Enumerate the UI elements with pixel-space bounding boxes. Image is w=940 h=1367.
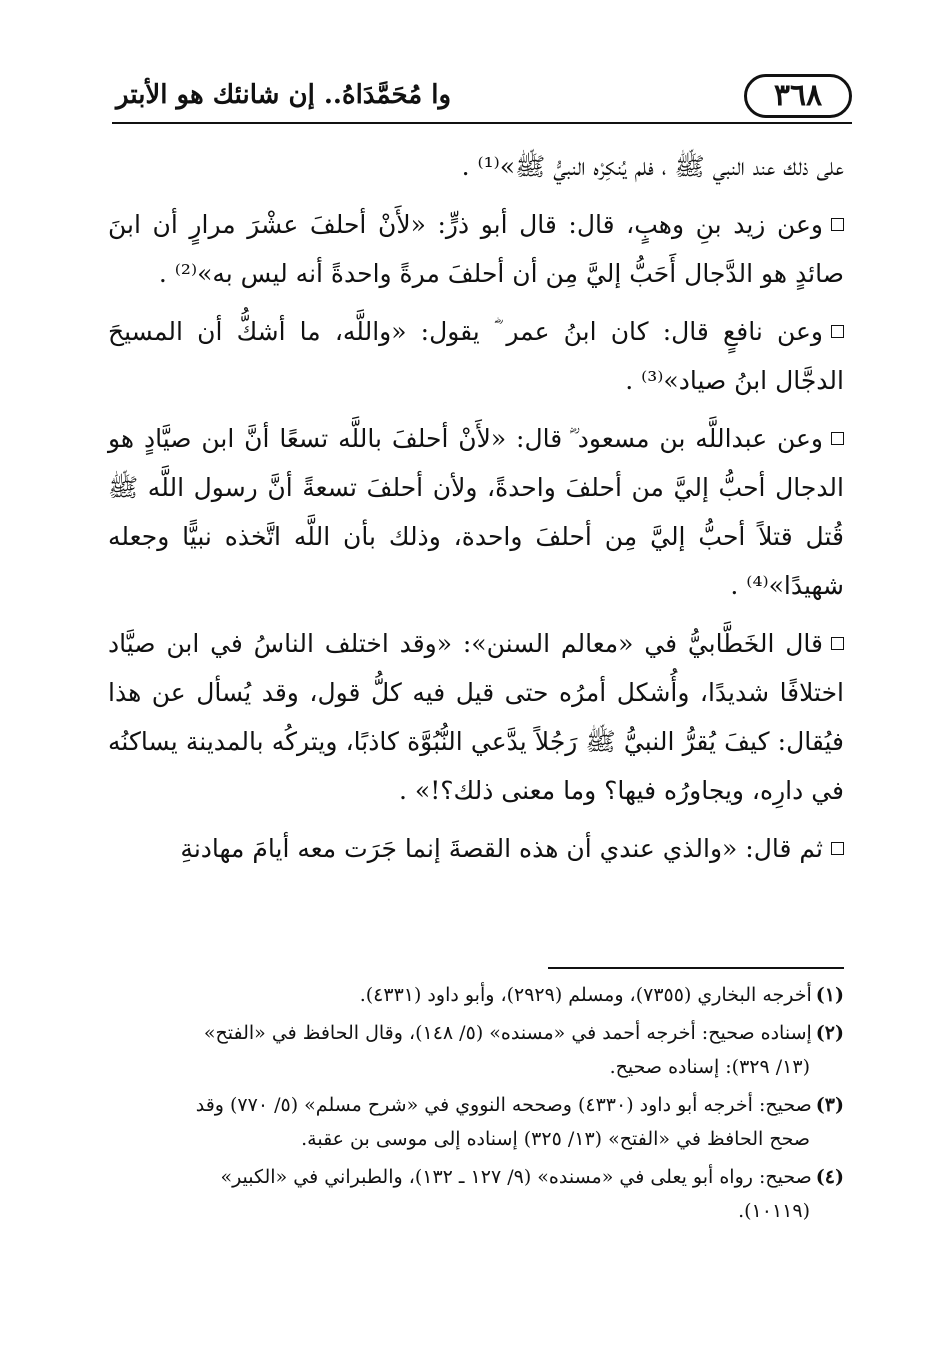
square-bullet-icon bbox=[831, 842, 844, 855]
footnote-continuation: (١٣/ ٣٢٩): إسناده صحيح. bbox=[609, 1056, 810, 1078]
paragraph bbox=[108, 619, 844, 815]
footnote bbox=[108, 978, 844, 1012]
page-number-badge bbox=[744, 74, 852, 118]
paragraph-text: على ذلك عند النبي ﷺ ، فلم يُنكِرْه النبيُّ ﷺ»⁽¹⁾ . bbox=[461, 152, 844, 181]
page-number: ٣٦٨ bbox=[773, 78, 823, 113]
paragraph-text: ثم قال: «والذي عندي أن هذه القصةَ إنما جَرَت معه أيامَ مهادنةِ bbox=[180, 834, 823, 863]
paragraph-text: وعن زيد بنِ وهبٍ، قال: قال أبو ذرٍّ: «لأَنْ أحلفَ عشْرَ مرارٍ أن ابنَ صائدٍ هو الدَّجال أَحَبُّ إليَّ مِن أن أحلفَ مرةً واحدةً أنه ليس به»⁽²⁾ . bbox=[108, 210, 844, 288]
footnote bbox=[108, 1016, 844, 1084]
body-text bbox=[108, 142, 844, 882]
footnote bbox=[108, 1088, 844, 1156]
paragraph-text: وعن نافعٍ قال: كان ابنُ عمر ؓ يقول: «واللَّه، ما أشكُّ أن المسيحَ الدجَّال ابنُ صياد»⁽³⁾ . bbox=[108, 317, 844, 395]
square-bullet-icon bbox=[831, 637, 844, 650]
footnote-continuation: صحح الحافظ في «الفتح» (١٣/ ٣٢٥) إسناده إلى موسى بن عقبة. bbox=[301, 1128, 810, 1150]
footnotes bbox=[108, 978, 844, 1232]
paragraph-text: قال الخَطَّابيُّ في «معالم السنن»: «وقد اختلف الناسُ في ابن صيَّاد اختلافًا شديدًا، وأُشكل أمرُه حتى قيل فيه كلُّ قول، وقد يُسأل عن هذا فيُقال: كيفَ يُقرُّ النبيُّ ﷺ رَجُلاً يدَّعي النُّبُوَّة كاذبًا، ويتركُه بالمدينة يساكنُه في دارِه، ويجاورُه فيها؟ وما معنى ذلك؟!» . bbox=[108, 629, 844, 805]
paragraph bbox=[108, 142, 844, 191]
footnote-rule bbox=[548, 967, 844, 969]
footnote-text: أخرجه البخاري (٧٣٥٥)، ومسلم (٢٩٢٩)، وأبو داود (٤٣٣١). bbox=[359, 984, 812, 1006]
footnote-number: (١) bbox=[815, 984, 844, 1006]
paragraph bbox=[108, 414, 844, 610]
paragraph bbox=[108, 824, 844, 873]
footnote-number: (٤) bbox=[815, 1166, 844, 1188]
paragraph-text: وعن عبداللَّه بن مسعود ؓ قال: «لأَنْ أحلفَ باللَّه تسعًا أنَّ ابن صيَّادٍ هو الدجال أحبُّ إليَّ من أحلفَ واحدةً، ولأن أحلفَ تسعةً أنَّ رسول اللَّه ﷺ قُتل قتلاً أحبُّ إليَّ مِن أحلفَ واحدة، وذلك بأن اللَّه اتَّخذه نبيًّا وجعله شهيدًا»⁽⁴⁾ . bbox=[108, 424, 844, 600]
square-bullet-icon bbox=[831, 218, 844, 231]
footnote bbox=[108, 1160, 844, 1228]
footnote-number: (٢) bbox=[815, 1022, 844, 1044]
footnote-continuation: (١٠١١٩). bbox=[738, 1200, 810, 1222]
paragraph bbox=[108, 200, 844, 298]
footnote-text: صحيح: رواه أبو يعلى في «مسنده» (٩/ ١٢٧ ـ ١٣٢)، والطبراني في «الكبير» bbox=[220, 1166, 812, 1188]
footnote-text: إسناده صحيح: أخرجه أحمد في «مسنده» (٥/ ١٤٨)، وقال الحافظ في «الفتح» bbox=[203, 1022, 812, 1044]
paragraph bbox=[108, 307, 844, 405]
square-bullet-icon bbox=[831, 432, 844, 445]
page-header bbox=[112, 68, 852, 124]
header-rule bbox=[112, 122, 852, 124]
footnote-number: (٣) bbox=[815, 1094, 844, 1116]
running-title: وا مُحَمَّدَاهُ.. إن شانئك هو الأبتر bbox=[116, 80, 452, 110]
footnote-text: صحيح: أخرجه أبو داود (٤٣٣٠) وصححه النووي في «شرح مسلم» (٥/ ٧٧٠) وقد bbox=[195, 1094, 812, 1116]
square-bullet-icon bbox=[831, 325, 844, 338]
